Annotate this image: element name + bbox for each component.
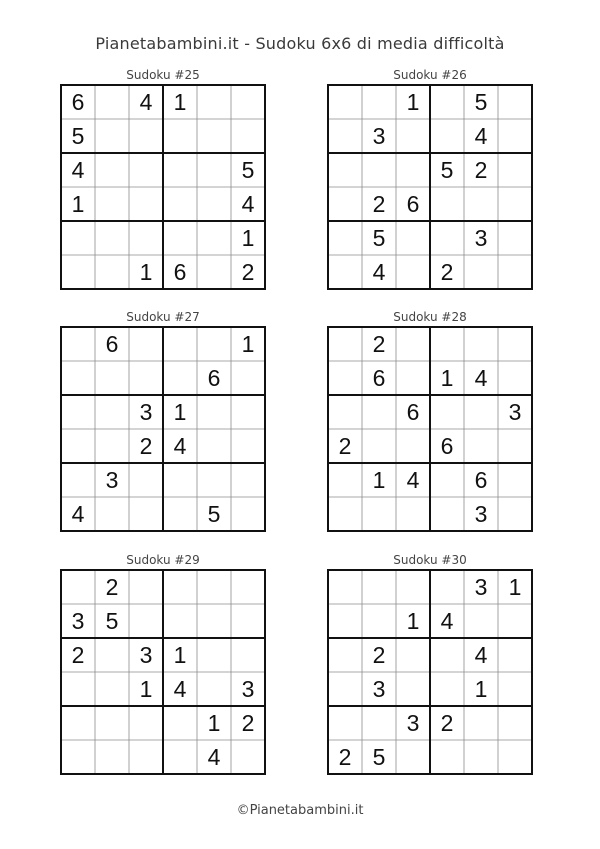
sudoku-cell [197,429,231,463]
sudoku-cell [328,85,362,119]
sudoku-cell: 6 [173,258,187,285]
sudoku-cell [362,497,396,531]
sudoku-cell [163,706,197,740]
sudoku-puzzle-28 [327,310,533,532]
sudoku-cell [163,463,197,497]
sudoku-cell [396,255,430,289]
sudoku-cell: 4 [71,500,85,527]
sudoku-cell: 3 [372,122,386,149]
sudoku-cell [430,463,464,497]
sudoku-cell [464,429,498,463]
sudoku-cell [197,604,231,638]
sudoku-cell [464,740,498,774]
sudoku-cell [95,85,129,119]
sudoku-cell [498,638,532,672]
sudoku-cell [396,638,430,672]
sudoku-cell [464,395,498,429]
sudoku-cell [430,740,464,774]
sudoku-cell: 2 [474,156,488,183]
sudoku-puzzle-25 [60,68,266,290]
sudoku-cell [129,153,163,187]
sudoku-cell: 3 [105,466,119,493]
sudoku-cell: 5 [372,224,386,251]
sudoku-cell [231,604,265,638]
sudoku-cell [163,221,197,255]
sudoku-cell [498,327,532,361]
sudoku-cell [396,221,430,255]
sudoku-grid [60,84,266,290]
sudoku-cell [498,604,532,638]
sudoku-cell [197,395,231,429]
sudoku-cell [362,153,396,187]
sudoku-puzzle-26 [327,68,533,290]
sudoku-cell: 5 [440,156,454,183]
sudoku-cell [61,672,95,706]
sudoku-cell [129,706,163,740]
sudoku-cell [61,395,95,429]
sudoku-cell [197,463,231,497]
sudoku-cell [328,119,362,153]
page-title: Pianetabambini.it - Sudoku 6x6 di media difficoltà [95,34,505,53]
sudoku-cell: 1 [241,224,255,251]
sudoku-cell [328,361,362,395]
sudoku-cell [129,604,163,638]
sudoku-cell: 1 [372,466,386,493]
sudoku-cell [231,740,265,774]
sudoku-cell [430,327,464,361]
sudoku-cell [498,255,532,289]
sudoku-cell [163,327,197,361]
sudoku-cell: 2 [372,641,386,668]
sudoku-cell: 2 [105,573,119,600]
sudoku-cell [328,327,362,361]
sudoku-cell: 6 [406,190,420,217]
sudoku-cell [328,187,362,221]
sudoku-cell [396,672,430,706]
sudoku-cell: 3 [139,398,153,425]
sudoku-cell [464,327,498,361]
sudoku-cell: 3 [508,398,522,425]
sudoku-cell [163,604,197,638]
sudoku-cell [95,119,129,153]
sudoku-cell [129,361,163,395]
sudoku-cell: 4 [474,641,488,668]
sudoku-cell [328,570,362,604]
sudoku-cell: 2 [241,709,255,736]
sudoku-puzzle-30 [327,553,533,775]
sudoku-cell [464,604,498,638]
sudoku-cell: 1 [440,364,454,391]
sudoku-cell [61,570,95,604]
sudoku-cell [163,119,197,153]
sudoku-cell [197,153,231,187]
sudoku-cell: 6 [440,432,454,459]
sudoku-grid [60,326,266,532]
sudoku-cell [61,706,95,740]
sudoku-cell [430,497,464,531]
sudoku-cell [498,119,532,153]
sudoku-cell: 2 [338,432,352,459]
sudoku-cell [95,706,129,740]
puzzle-label: Sudoku #27 [126,310,200,324]
sudoku-cell: 5 [71,122,85,149]
puzzle-label: Sudoku #28 [393,310,467,324]
puzzle-label: Sudoku #25 [126,68,200,82]
sudoku-cell: 6 [71,88,85,115]
sudoku-cell: 1 [474,675,488,702]
sudoku-cell [396,119,430,153]
sudoku-cell: 6 [372,364,386,391]
sudoku-cell [231,429,265,463]
sudoku-cell [95,672,129,706]
sudoku-cell: 1 [139,675,153,702]
sudoku-cell [498,672,532,706]
sudoku-cell [197,119,231,153]
sudoku-cell: 1 [241,330,255,357]
sudoku-cell: 3 [474,224,488,251]
sudoku-cell [328,221,362,255]
sudoku-cell: 4 [71,156,85,183]
sudoku-cell: 5 [207,500,221,527]
sudoku-cell [95,497,129,531]
sudoku-cell [95,429,129,463]
sudoku-cell [396,153,430,187]
sudoku-cell: 5 [241,156,255,183]
sudoku-cell: 1 [173,398,187,425]
sudoku-cell [498,361,532,395]
sudoku-cell [95,361,129,395]
sudoku-cell: 3 [372,675,386,702]
sudoku-cell: 2 [372,190,386,217]
sudoku-cell: 1 [71,190,85,217]
sudoku-cell: 4 [372,258,386,285]
sudoku-cell [430,85,464,119]
sudoku-cell [328,153,362,187]
sudoku-cell [163,740,197,774]
sudoku-cell: 4 [173,432,187,459]
sudoku-cell: 2 [241,258,255,285]
sudoku-cell: 6 [474,466,488,493]
sudoku-grid [60,569,266,775]
sudoku-cell: 1 [173,88,187,115]
sudoku-cell [498,85,532,119]
sudoku-cell [61,463,95,497]
sudoku-cell: 2 [139,432,153,459]
sudoku-cell [430,638,464,672]
sudoku-grid [327,84,533,290]
sudoku-cell [498,706,532,740]
sudoku-cell [328,463,362,497]
puzzle-label: Sudoku #26 [393,68,467,82]
sudoku-cell: 5 [474,88,488,115]
sudoku-cell: 6 [406,398,420,425]
sudoku-cell [362,429,396,463]
sudoku-puzzle-27 [60,310,266,532]
sudoku-cell [328,395,362,429]
sudoku-cell [498,497,532,531]
sudoku-cell [231,497,265,531]
sudoku-cell [362,604,396,638]
sudoku-cell [362,395,396,429]
sudoku-cell: 6 [105,330,119,357]
sudoku-cell [129,740,163,774]
sudoku-cell [464,187,498,221]
sudoku-cell: 6 [207,364,221,391]
sudoku-cell [430,187,464,221]
sudoku-cell [95,395,129,429]
puzzle-label: Sudoku #30 [393,553,467,567]
sudoku-cell: 1 [508,573,522,600]
sudoku-cell: 2 [71,641,85,668]
sudoku-cell [396,497,430,531]
sudoku-cell [396,570,430,604]
sudoku-cell [163,187,197,221]
sudoku-cell: 1 [406,607,420,634]
sudoku-cell: 1 [139,258,153,285]
sudoku-cell [498,153,532,187]
sudoku-cell [163,153,197,187]
sudoku-cell [328,497,362,531]
sudoku-cell [197,672,231,706]
sudoku-cell [231,570,265,604]
sudoku-cell: 5 [372,743,386,770]
sudoku-cell [197,85,231,119]
sudoku-cell [362,85,396,119]
sudoku-cell [231,361,265,395]
sudoku-cell [197,221,231,255]
sudoku-cell: 1 [207,709,221,736]
sudoku-cell [328,672,362,706]
sudoku-cell [396,361,430,395]
sudoku-cell [197,327,231,361]
sudoku-cell: 4 [241,190,255,217]
sudoku-cell [95,153,129,187]
sudoku-cell [129,497,163,531]
sudoku-cell [129,570,163,604]
sudoku-cell [362,706,396,740]
sudoku-cell: 4 [207,743,221,770]
sudoku-cell: 2 [338,743,352,770]
sudoku-cell [328,706,362,740]
sudoku-cell [396,429,430,463]
sudoku-cell [61,221,95,255]
sudoku-cell [95,638,129,672]
sudoku-cell: 3 [406,709,420,736]
sudoku-cell [362,570,396,604]
sudoku-cell [129,221,163,255]
sudoku-cell: 5 [105,607,119,634]
sudoku-cell [231,395,265,429]
sudoku-cell [129,187,163,221]
sudoku-cell [61,255,95,289]
sudoku-cell [231,463,265,497]
sudoku-cell [430,395,464,429]
sudoku-cell [498,221,532,255]
sudoku-cell: 1 [406,88,420,115]
sudoku-cell [328,638,362,672]
sudoku-cell [231,119,265,153]
sudoku-cell: 2 [440,258,454,285]
sudoku-cell [430,672,464,706]
sudoku-cell [129,463,163,497]
sudoku-cell: 4 [440,607,454,634]
sudoku-puzzle-29 [60,553,266,775]
sudoku-cell: 1 [173,641,187,668]
sudoku-cell [129,327,163,361]
sudoku-cell [498,463,532,497]
sudoku-cell: 4 [474,364,488,391]
sudoku-cell: 4 [139,88,153,115]
sudoku-cell [430,119,464,153]
sudoku-cell [498,187,532,221]
sudoku-cell: 3 [241,675,255,702]
sudoku-cell: 4 [474,122,488,149]
sudoku-cell: 4 [173,675,187,702]
sudoku-cell [197,187,231,221]
sudoku-cell [95,187,129,221]
sudoku-cell [197,638,231,672]
sudoku-cell [163,570,197,604]
sudoku-cell [231,638,265,672]
sudoku-cell [498,429,532,463]
sudoku-cell [396,327,430,361]
sudoku-cell [61,429,95,463]
sudoku-cell: 2 [440,709,454,736]
sudoku-cell [197,255,231,289]
sudoku-cell [163,497,197,531]
sudoku-cell [61,740,95,774]
sudoku-cell [95,740,129,774]
sudoku-cell [231,85,265,119]
sudoku-grid [327,326,533,532]
sudoku-cell [396,740,430,774]
puzzle-label: Sudoku #29 [126,553,200,567]
sudoku-cell [163,361,197,395]
footer-copyright: ©Pianetabambini.it [236,803,364,818]
sudoku-cell: 3 [139,641,153,668]
sudoku-grid [327,569,533,775]
sudoku-cell [464,706,498,740]
sudoku-cell [464,255,498,289]
sudoku-cell: 3 [71,607,85,634]
sudoku-cell [129,119,163,153]
sudoku-cell [328,255,362,289]
sudoku-cell [61,361,95,395]
sudoku-cell: 3 [474,573,488,600]
sudoku-cell: 4 [406,466,420,493]
sudoku-cell [197,570,231,604]
sudoku-cell [95,221,129,255]
sudoku-cell [498,740,532,774]
sudoku-cell: 2 [372,330,386,357]
sudoku-cell [61,327,95,361]
sudoku-cell [95,255,129,289]
sudoku-cell [430,570,464,604]
sudoku-cell [430,221,464,255]
sudoku-cell [328,604,362,638]
sudoku-cell: 3 [474,500,488,527]
